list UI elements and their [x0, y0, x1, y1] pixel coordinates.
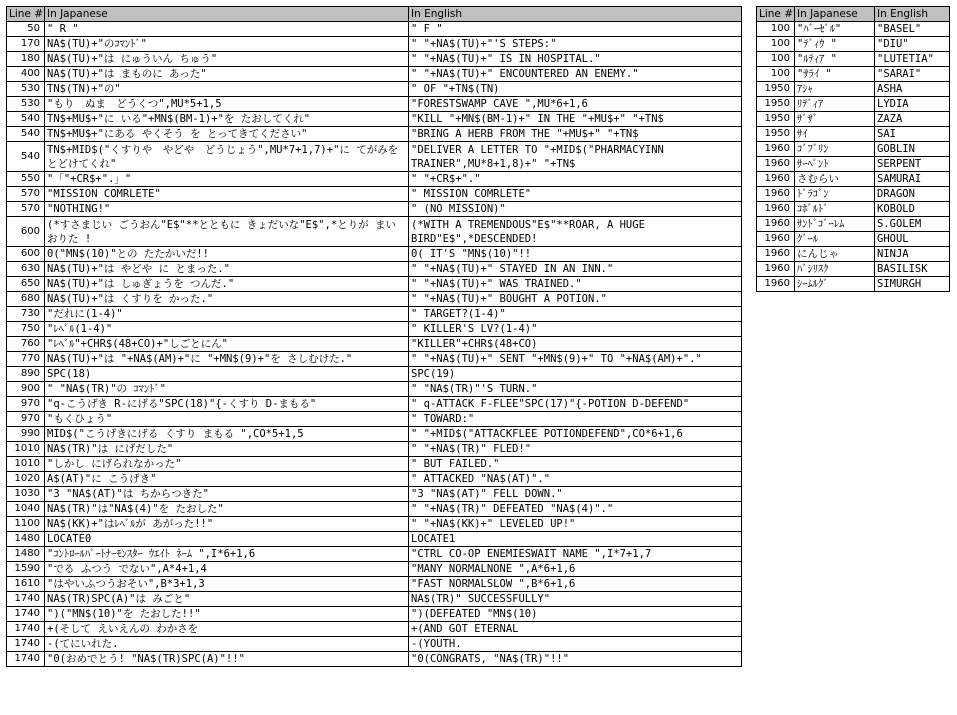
cell-japanese: "ﾚﾍﾞﾙ"+CHR$(48+CO)+"しごとにん"	[45, 337, 409, 352]
cell-english: " q-ATTACK F-FLEE"SPC(17)"{-POTION D-DEFEND"	[409, 397, 742, 412]
cell-line-number: 530	[7, 97, 45, 112]
cell-line-number: 1020	[7, 472, 45, 487]
cell-english: SAI	[875, 127, 950, 142]
table-row	[7, 457, 742, 472]
header-line-number: Line #	[757, 7, 795, 22]
cell-english: " "+CR$+"."	[409, 172, 742, 187]
cell-line-number: 1740	[7, 607, 45, 622]
table-row	[7, 592, 742, 607]
table-row	[7, 532, 742, 547]
cell-line-number: 760	[7, 337, 45, 352]
table-row	[7, 427, 742, 442]
cell-line-number: 1740	[7, 652, 45, 667]
table-row	[757, 247, 950, 262]
cell-line-number: 570	[7, 202, 45, 217]
cell-japanese: ｼｰﾑﾙｸﾞ	[795, 277, 875, 292]
cell-line-number: 1610	[7, 577, 45, 592]
cell-english: "LUTETIA"	[875, 52, 950, 67]
table-row	[757, 22, 950, 37]
cell-english: NA$(TR)" SUCCESSFULLY"	[409, 592, 742, 607]
cell-english: " TARGET?(1-4)"	[409, 307, 742, 322]
cell-japanese: NA$(TU)+"は くすりを かった."	[45, 292, 409, 307]
cell-english: ")(DEFEATED "MN$(10)	[409, 607, 742, 622]
cell-english: " "+NA$(TU)+" STAYED IN AN INN."	[409, 262, 742, 277]
cell-english: " "+NA$(TU)+" BOUGHT A POTION."	[409, 292, 742, 307]
cell-english: LYDIA	[875, 97, 950, 112]
cell-japanese: TN$+MID$("くすりや やどや どうじょう",MU*7+1,7)+"に てがみを とどけてくれ"	[45, 142, 409, 172]
cell-english: DRAGON	[875, 187, 950, 202]
table-row	[757, 82, 950, 97]
names-table	[756, 6, 950, 292]
cell-line-number: 1740	[7, 592, 45, 607]
table-row	[757, 157, 950, 172]
cell-line-number: 970	[7, 397, 45, 412]
cell-japanese: "はやいふつうおそい",B*3+1,3	[45, 577, 409, 592]
table-row	[7, 442, 742, 457]
cell-japanese: ﾘﾃﾞｨｱ	[795, 97, 875, 112]
cell-line-number: 100	[757, 22, 795, 37]
cell-english: "KILL "+MN$(BM-1)+" IN THE "+MU$+" "+TN$	[409, 112, 742, 127]
cell-japanese: NA$(TR)"は"NA$(4)"を たおした"	[45, 502, 409, 517]
header-row	[7, 7, 742, 22]
cell-japanese: NA$(TU)+"は やどや に とまった."	[45, 262, 409, 277]
table-row	[7, 22, 742, 37]
cell-line-number: 1960	[757, 247, 795, 262]
cell-english: +(AND GOT ETERNAL	[409, 622, 742, 637]
cell-line-number: 1960	[757, 277, 795, 292]
cell-english: "SARAI"	[875, 67, 950, 82]
cell-english: 0( IT'S "MN$(10)"!!	[409, 247, 742, 262]
cell-line-number: 570	[7, 187, 45, 202]
cell-english: KOBOLD	[875, 202, 950, 217]
cell-line-number: 630	[7, 262, 45, 277]
cell-english: " "+NA$(TU)+" ENCOUNTERED AN ENEMY."	[409, 67, 742, 82]
table-row	[757, 172, 950, 187]
cell-line-number: 1040	[7, 502, 45, 517]
cell-japanese: ｻﾞｻﾞ	[795, 112, 875, 127]
cell-japanese: "もり ぬま どうくつ",MU*5+1,5	[45, 97, 409, 112]
cell-line-number: 1960	[757, 262, 795, 277]
cell-line-number: 530	[7, 82, 45, 97]
cell-line-number: 550	[7, 172, 45, 187]
table-row	[7, 217, 742, 247]
cell-english: " "+NA$(KK)+" LEVELED UP!"	[409, 517, 742, 532]
cell-english: S.GOLEM	[875, 217, 950, 232]
cell-japanese: "ﾚﾍﾞﾙ(1-4)"	[45, 322, 409, 337]
table-row	[7, 547, 742, 562]
cell-japanese: NA$(TU)+"は にゅういん ちゅう"	[45, 52, 409, 67]
cell-japanese: "ﾃﾞｨｳ "	[795, 37, 875, 52]
cell-english: "KILLER"+CHR$(48+CO)	[409, 337, 742, 352]
cell-japanese: NA$(TR)"は にげだした"	[45, 442, 409, 457]
cell-english: "BRING A HERB FROM THE "+MU$+" "+TN$	[409, 127, 742, 142]
table-row	[7, 622, 742, 637]
cell-english: " "+NA$(TR)" FLED!"	[409, 442, 742, 457]
cell-japanese: 0("MN$(10)"との たたかいだ!!	[45, 247, 409, 262]
cell-japanese: " "NA$(TR)"の ｺﾏﾝﾄﾞ"	[45, 382, 409, 397]
header-japanese: In Japanese	[45, 7, 409, 22]
cell-japanese: NA$(TU)+"のｺﾏﾝﾄﾞ"	[45, 37, 409, 52]
table-row	[757, 112, 950, 127]
cell-english: " F "	[409, 22, 742, 37]
table-row	[757, 277, 950, 292]
cell-japanese: SPC(18)	[45, 367, 409, 382]
cell-line-number: 600	[7, 247, 45, 262]
cell-line-number: 750	[7, 322, 45, 337]
cell-english: " "+NA$(TR)" DEFEATED "NA$(4)"."	[409, 502, 742, 517]
cell-line-number: 50	[7, 22, 45, 37]
translation-table	[6, 6, 742, 667]
cell-english: (*WITH A TREMENDOUS"E$"**ROAR, A HUGE BIRD"E$",*DESCENDED!	[409, 217, 742, 247]
cell-japanese: TN$(TN)+"の"	[45, 82, 409, 97]
cell-english: "DELIVER A LETTER TO "+MID$("PHARMACYINN TRAINER",MU*8+1,8)+" "+TN$	[409, 142, 742, 172]
cell-english: "MANY NORMALNONE ",A*6+1,6	[409, 562, 742, 577]
cell-line-number: 1960	[757, 157, 795, 172]
cell-japanese: NA$(TU)+"は しゅぎょうを つんだ."	[45, 277, 409, 292]
cell-line-number: 1480	[7, 547, 45, 562]
cell-english: " "+MID$("ATTACKFLEE POTIONDEFEND",CO*6+1,6	[409, 427, 742, 442]
cell-english: NINJA	[875, 247, 950, 262]
table-row	[7, 352, 742, 367]
cell-line-number: 1960	[757, 202, 795, 217]
cell-line-number: 680	[7, 292, 45, 307]
cell-line-number: 770	[7, 352, 45, 367]
cell-japanese: にんじゃ	[795, 247, 875, 262]
cell-line-number: 100	[757, 37, 795, 52]
cell-english: " KILLER'S LV?(1-4)"	[409, 322, 742, 337]
cell-japanese: ﾄﾞﾗｺﾞﾝ	[795, 187, 875, 202]
cell-line-number: 1010	[7, 457, 45, 472]
table-row	[7, 262, 742, 277]
cell-japanese: NA$(KK)+"はﾚﾍﾞﾙが あがった!!"	[45, 517, 409, 532]
table-row	[7, 67, 742, 82]
cell-english: " MISSION COMRLETE"	[409, 187, 742, 202]
cell-line-number: 900	[7, 382, 45, 397]
cell-line-number: 1480	[7, 532, 45, 547]
cell-line-number: 100	[757, 52, 795, 67]
table-row	[7, 562, 742, 577]
cell-english: " (NO MISSION)"	[409, 202, 742, 217]
table-row	[7, 517, 742, 532]
cell-line-number: 540	[7, 142, 45, 172]
table-row	[7, 202, 742, 217]
table-row	[757, 262, 950, 277]
cell-japanese: ｺﾞﾌﾞﾘﾝ	[795, 142, 875, 157]
cell-english: ASHA	[875, 82, 950, 97]
cell-line-number: 1950	[757, 97, 795, 112]
cell-english: LOCATE1	[409, 532, 742, 547]
cell-japanese: "でる ふつう でない",A*4+1,4	[45, 562, 409, 577]
cell-line-number: 1740	[7, 637, 45, 652]
cell-line-number: 1100	[7, 517, 45, 532]
table-row	[7, 97, 742, 112]
header-line-number: Line #	[7, 7, 45, 22]
cell-english: " "+NA$(TU)+" IS IN HOSPITAL."	[409, 52, 742, 67]
table-row	[7, 292, 742, 307]
table-row	[7, 487, 742, 502]
cell-english: -(YOUTH.	[409, 637, 742, 652]
cell-japanese: LOCATE0	[45, 532, 409, 547]
cell-japanese: "MISSION COMRLETE"	[45, 187, 409, 202]
table-row	[7, 277, 742, 292]
cell-line-number: 1960	[757, 187, 795, 202]
cell-line-number: 1950	[757, 112, 795, 127]
cell-japanese: ｸﾞｰﾙ	[795, 232, 875, 247]
table-row	[757, 67, 950, 82]
cell-japanese: A$(AT)"に こうげき"	[45, 472, 409, 487]
cell-line-number: 970	[7, 412, 45, 427]
table-row	[757, 217, 950, 232]
cell-japanese: MID$("こうげきにげる くすり まもる ",CO*5+1,5	[45, 427, 409, 442]
cell-english: SIMURGH	[875, 277, 950, 292]
table-row	[757, 127, 950, 142]
cell-english: " ATTACKED "NA$(AT)"."	[409, 472, 742, 487]
table-row	[757, 97, 950, 112]
table-row	[7, 607, 742, 622]
cell-japanese: "ﾙﾃｨｱ "	[795, 52, 875, 67]
cell-line-number: 180	[7, 52, 45, 67]
cell-japanese: ｱｼｬ	[795, 82, 875, 97]
table-row	[7, 142, 742, 172]
cell-japanese: ﾊﾞｼﾘｽｸ	[795, 262, 875, 277]
cell-line-number: 1590	[7, 562, 45, 577]
table-row	[7, 52, 742, 67]
table-row	[7, 652, 742, 667]
cell-english: GHOUL	[875, 232, 950, 247]
cell-english: " "NA$(TR)"'S TURN."	[409, 382, 742, 397]
cell-japanese: "0(おめでとう! "NA$(TR)SPC(A)"!!"	[45, 652, 409, 667]
cell-japanese: ｻｰﾍﾟﾝﾄ	[795, 157, 875, 172]
cell-line-number: 1950	[757, 127, 795, 142]
table-row	[7, 502, 742, 517]
table-row	[757, 187, 950, 202]
cell-japanese: ")("MN$(10)"を たおした!!"	[45, 607, 409, 622]
cell-japanese: +(そして えいえんの わかさを	[45, 622, 409, 637]
table-row	[7, 322, 742, 337]
cell-japanese: "だれに(1-4)"	[45, 307, 409, 322]
cell-line-number: 990	[7, 427, 45, 442]
header-english: In English	[409, 7, 742, 22]
cell-english: "0(CONGRATS, "NA$(TR)"!!"	[409, 652, 742, 667]
cell-japanese: "q-こうげき R-にげる"SPC(18)"{-くすり D-まもる"	[45, 397, 409, 412]
table-row	[757, 37, 950, 52]
cell-english: "3 "NA$(AT)" FELL DOWN."	[409, 487, 742, 502]
cell-english: ZAZA	[875, 112, 950, 127]
cell-japanese: TN$+MU$+"にある やくそう を とってきてください"	[45, 127, 409, 142]
cell-english: "BASEL"	[875, 22, 950, 37]
cell-line-number: 1960	[757, 142, 795, 157]
cell-english: SPC(19)	[409, 367, 742, 382]
cell-english: "FORESTSWAMP CAVE ",MU*6+1,6	[409, 97, 742, 112]
cell-line-number: 540	[7, 127, 45, 142]
cell-japanese: "NOTHING!"	[45, 202, 409, 217]
cell-japanese: さむらい	[795, 172, 875, 187]
cell-line-number: 400	[7, 67, 45, 82]
header-english: In English	[875, 7, 950, 22]
cell-english: "CTRL CO-OP ENEMIESWAIT NAME ",I*7+1,7	[409, 547, 742, 562]
table-row	[757, 232, 950, 247]
header-row	[757, 7, 950, 22]
cell-japanese: ｻﾝﾄﾞｺﾞｰﾚﾑ	[795, 217, 875, 232]
cell-line-number: 1030	[7, 487, 45, 502]
cell-english: "DIU"	[875, 37, 950, 52]
table-row	[7, 247, 742, 262]
cell-english: " "+NA$(TU)+"'S STEPS:"	[409, 37, 742, 52]
cell-english: SAMURAI	[875, 172, 950, 187]
cell-line-number: 650	[7, 277, 45, 292]
cell-english: " "+NA$(TU)+" SENT "+MN$(9)+" TO "+NA$(AM)+"."	[409, 352, 742, 367]
cell-japanese: "3 "NA$(AT)"は ちからつきた"	[45, 487, 409, 502]
cell-line-number: 1960	[757, 232, 795, 247]
cell-line-number: 100	[757, 67, 795, 82]
cell-japanese: (*すさまじい ごうおん"E$"**とともに きょだいな"E$",*とりが まいおりた !	[45, 217, 409, 247]
cell-japanese: -(てにいれた.	[45, 637, 409, 652]
cell-english: " "+NA$(TU)+" WAS TRAINED."	[409, 277, 742, 292]
cell-english: SERPENT	[875, 157, 950, 172]
table-row	[7, 412, 742, 427]
table-row	[7, 637, 742, 652]
cell-japanese: "ｻﾗｲ "	[795, 67, 875, 82]
table-row	[7, 367, 742, 382]
cell-japanese: NA$(TR)SPC(A)"は みごと"	[45, 592, 409, 607]
cell-line-number: 1960	[757, 217, 795, 232]
table-row	[7, 397, 742, 412]
cell-line-number: 1960	[757, 172, 795, 187]
table-row	[7, 82, 742, 97]
table-row	[7, 37, 742, 52]
table-row	[757, 142, 950, 157]
cell-line-number: 170	[7, 37, 45, 52]
cell-line-number: 600	[7, 217, 45, 247]
table-row	[757, 52, 950, 67]
table-row	[7, 307, 742, 322]
cell-japanese: "ｺﾝﾄﾛｰﾙﾊﾟｰﾄﾅｰﾓﾝｽﾀｰ ｳｴｲﾄ ﾈｰﾑ ",I*6+1,6	[45, 547, 409, 562]
cell-line-number: 1740	[7, 622, 45, 637]
cell-english: " OF "+TN$(TN)	[409, 82, 742, 97]
cell-japanese: NA$(TU)+"は "+NA$(AM)+"に "+MN$(9)+"を さしむけた."	[45, 352, 409, 367]
table-row	[757, 202, 950, 217]
cell-line-number: 890	[7, 367, 45, 382]
cell-japanese: "もくひょう"	[45, 412, 409, 427]
cell-english: BASILISK	[875, 262, 950, 277]
cell-english: " TOWARD:"	[409, 412, 742, 427]
table-row	[7, 472, 742, 487]
cell-japanese: ｺﾎﾞﾙﾄﾞ	[795, 202, 875, 217]
table-row	[7, 382, 742, 397]
cell-english: GOBLIN	[875, 142, 950, 157]
table-row	[7, 172, 742, 187]
cell-japanese: NA$(TU)+"は まものに あった"	[45, 67, 409, 82]
header-japanese: In Japanese	[795, 7, 875, 22]
cell-japanese: ｻｲ	[795, 127, 875, 142]
cell-japanese: TN$+MU$+"に いる"+MN$(BM-1)+"を たおしてくれ"	[45, 112, 409, 127]
cell-japanese: "ﾊﾞｰｾﾞﾙ"	[795, 22, 875, 37]
cell-japanese: " R "	[45, 22, 409, 37]
cell-line-number: 730	[7, 307, 45, 322]
table-row	[7, 187, 742, 202]
table-row	[7, 127, 742, 142]
table-row	[7, 112, 742, 127]
cell-english: " BUT FAILED."	[409, 457, 742, 472]
table-row	[7, 337, 742, 352]
table-row	[7, 577, 742, 592]
cell-japanese: "しかし にげられなかった"	[45, 457, 409, 472]
cell-line-number: 1950	[757, 82, 795, 97]
cell-japanese: "「"+CR$+".」"	[45, 172, 409, 187]
cell-english: "FAST NORMALSLOW ",B*6+1,6	[409, 577, 742, 592]
cell-line-number: 1010	[7, 442, 45, 457]
cell-line-number: 540	[7, 112, 45, 127]
